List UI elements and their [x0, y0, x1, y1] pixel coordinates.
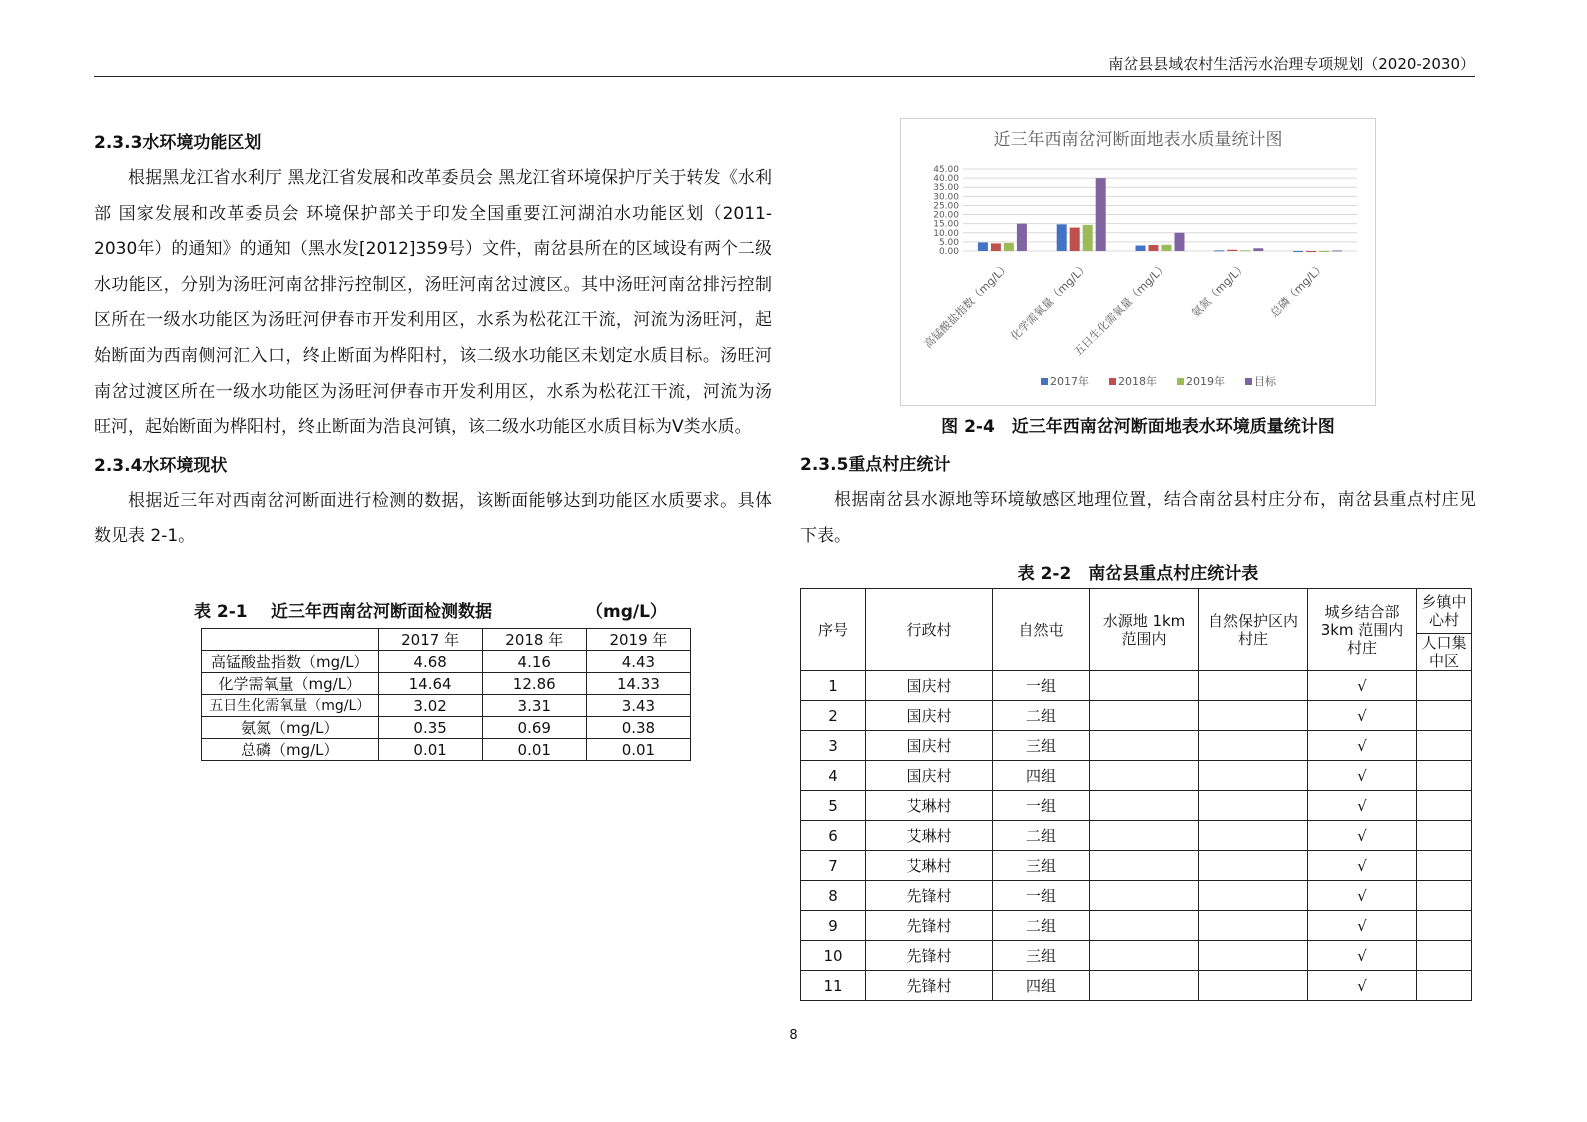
page-header [94, 54, 1475, 77]
header-natural-village: 自然屯 [993, 589, 1090, 671]
year-header: 2019 年 [586, 629, 690, 651]
admin-village: 先锋村 [866, 881, 993, 911]
chart-legend-label: 目标 [1254, 375, 1276, 388]
table-row [801, 881, 1472, 911]
table-row [801, 941, 1472, 971]
table-row [202, 717, 691, 739]
chart-x-tick-label: 总磷（mg/L） [1267, 259, 1328, 320]
chart-bar [1057, 224, 1067, 251]
section-paragraph-2-3-3: 根据黑龙江省水利厅 黑龙江省发展和改革委员会 黑龙江省环境保护厅关于转发《水利部 国家发展和改革委员会 环境保护部关于印发全国重要江河湖泊水功能区划（2011-2030年）的通知》的通知（黑水发[2012]359号）文件，南岔县所在的区域设有两个二级水功能区，分别为汤旺河南岔排污控制区，汤旺河南岔过渡区。其中汤旺河南岔排污控制区所在一级水功能区为汤旺河伊春市开发利用区，水系为松花江干流，河流为汤旺河，起始断面为西南侧河汇入口，终止断面为桦阳村，该二级水功能区未划定水质目标。汤旺河南岔过渡区所在一级水功能区为汤旺河伊春市开发利用区，水系为松花江干流，河流为汤旺河，起始断面为桦阳村，终止断面为浩良河镇，该二级水功能区水质目标为Ⅴ类水质。 [94, 168, 772, 438]
header-population-center: 人口集中区 [1417, 634, 1472, 671]
empty-cell [1417, 881, 1472, 911]
table-row [801, 761, 1472, 791]
chart-bar [1253, 248, 1263, 251]
empty-cell [1090, 791, 1199, 821]
chart-y-tick-label: 40.00 [933, 174, 959, 185]
check-mark: √ [1308, 701, 1417, 731]
chart-bar [1227, 250, 1237, 251]
empty-cell [1090, 911, 1199, 941]
chart-y-tick-label: 5.00 [938, 237, 959, 248]
empty-cell [1417, 851, 1472, 881]
value-cell: 3.02 [378, 695, 482, 717]
value-cell: 0.01 [482, 739, 586, 761]
table-row [801, 791, 1472, 821]
empty-cell [1417, 971, 1472, 1001]
empty-cell [1199, 701, 1308, 731]
table-row [801, 671, 1472, 701]
chart-legend-swatch [1177, 378, 1184, 385]
table-row [202, 695, 691, 717]
row-no: 6 [801, 821, 866, 851]
chart-legend [1041, 374, 1277, 388]
header-title: 南岔县县域农村生活污水治理专项规划（2020-2030） [1108, 55, 1475, 73]
admin-village: 艾琳村 [866, 791, 993, 821]
chart-bar [1175, 233, 1185, 251]
chart-y-tick-label: 45.00 [933, 165, 959, 175]
check-mark: √ [1308, 821, 1417, 851]
table-2-2-caption: 表 2-2 南岔县重点村庄统计表 [1017, 564, 1259, 585]
chart-bar [1083, 225, 1093, 251]
chart-y-tick-label: 25.00 [933, 201, 959, 212]
natural-village: 一组 [993, 791, 1090, 821]
chart-legend-label: 2019年 [1186, 375, 1225, 388]
empty-cell [1090, 881, 1199, 911]
row-no: 8 [801, 881, 866, 911]
check-mark: √ [1308, 971, 1417, 1001]
table-header-row [801, 589, 1472, 634]
empty-cell [1417, 731, 1472, 761]
key-villages-table [800, 588, 1472, 1001]
check-mark: √ [1308, 671, 1417, 701]
chart-y-tick-label: 15.00 [933, 219, 959, 230]
admin-village: 国庆村 [866, 701, 993, 731]
table-2-1-caption [94, 600, 772, 626]
chart-y-axis [933, 165, 959, 257]
admin-village: 艾琳村 [866, 821, 993, 851]
header-urban-fringe: 城乡结合部 3km 范围内村庄 [1308, 589, 1417, 671]
table-row [801, 971, 1472, 1001]
chart-y-tick-label: 30.00 [933, 192, 959, 203]
value-cell: 3.31 [482, 695, 586, 717]
section-heading-2-3-3: 2.3.3水环境功能区划 [94, 133, 262, 153]
section-paragraph-2-3-5: 根据南岔县水源地等环境敏感区地理位置，结合南岔县村庄分布，南岔县重点村庄见下表。 [800, 490, 1476, 546]
empty-cell [1090, 671, 1199, 701]
row-no: 7 [801, 851, 866, 881]
table-2-1-unit: （mg/L） [586, 602, 667, 622]
value-cell: 0.01 [586, 739, 690, 761]
natural-village: 三组 [993, 731, 1090, 761]
admin-village: 国庆村 [866, 671, 993, 701]
chart-y-tick-label: 0.00 [938, 247, 959, 257]
admin-village: 国庆村 [866, 731, 993, 761]
chart-legend-label: 2017年 [1050, 375, 1089, 388]
empty-cell [1199, 911, 1308, 941]
check-mark: √ [1308, 941, 1417, 971]
empty-cell [1090, 941, 1199, 971]
empty-cell [1417, 701, 1472, 731]
indicator-name: 高锰酸盐指数（mg/L） [202, 651, 379, 673]
natural-village: 一组 [993, 881, 1090, 911]
chart-legend-swatch [1109, 378, 1116, 385]
table-2-1-title: 近三年西南岔河断面检测数据 [271, 602, 492, 622]
admin-village: 先锋村 [866, 911, 993, 941]
chart-bar [1070, 228, 1080, 251]
row-no: 1 [801, 671, 866, 701]
chart-bar [1293, 251, 1303, 252]
empty-cell [1090, 821, 1199, 851]
admin-village: 先锋村 [866, 941, 993, 971]
empty-cell [1417, 791, 1472, 821]
chart-bar [1319, 251, 1329, 252]
section-2-3-5 [800, 450, 1476, 586]
row-no: 9 [801, 911, 866, 941]
empty-cell [1090, 761, 1199, 791]
empty-cell [1417, 671, 1472, 701]
value-cell: 3.43 [586, 695, 690, 717]
chart-bar [1149, 245, 1159, 251]
check-mark: √ [1308, 791, 1417, 821]
table-corner-cell [202, 629, 379, 651]
section-paragraph-2-3-4: 根据近三年对西南岔河断面进行检测的数据，该断面能够达到功能区水质要求。具体数见表 2-1。 [94, 490, 772, 547]
natural-village: 一组 [993, 671, 1090, 701]
check-mark: √ [1308, 911, 1417, 941]
value-cell: 4.16 [482, 651, 586, 673]
table-row [801, 731, 1472, 761]
empty-cell [1090, 851, 1199, 881]
natural-village: 二组 [993, 911, 1090, 941]
header-reserve: 自然保护区内村庄 [1199, 589, 1308, 671]
value-cell: 0.01 [378, 739, 482, 761]
row-no: 2 [801, 701, 866, 731]
value-cell: 4.68 [378, 651, 482, 673]
chart-x-axis [921, 259, 1328, 358]
value-cell: 14.33 [586, 673, 690, 695]
indicator-name: 化学需氧量（mg/L） [202, 673, 379, 695]
chart-bar [1096, 178, 1106, 251]
empty-cell [1417, 761, 1472, 791]
empty-cell [1090, 971, 1199, 1001]
water-quality-table [201, 628, 691, 761]
chart-x-tick-label: 氨氮（mg/L） [1189, 259, 1249, 320]
admin-village: 先锋村 [866, 971, 993, 1001]
left-column [94, 128, 772, 759]
row-no: 5 [801, 791, 866, 821]
chart-bar [1004, 243, 1014, 251]
chart-y-tick-label: 10.00 [933, 228, 959, 239]
chart-legend-swatch [1245, 378, 1252, 385]
chart-bar [1240, 250, 1250, 251]
check-mark: √ [1308, 881, 1417, 911]
chart-x-tick-label: 五日生化需氧量（mg/L） [1071, 259, 1171, 359]
natural-village: 四组 [993, 761, 1090, 791]
header-water-source: 水源地 1km 范围内 [1090, 589, 1199, 671]
empty-cell [1199, 671, 1308, 701]
table-row [202, 673, 691, 695]
water-quality-chart [900, 118, 1376, 406]
check-mark: √ [1308, 851, 1417, 881]
year-header: 2018 年 [482, 629, 586, 651]
empty-cell [1199, 821, 1308, 851]
row-no: 11 [801, 971, 866, 1001]
empty-cell [1090, 701, 1199, 731]
chart-x-tick-label: 化学需氧量（mg/L） [1008, 259, 1092, 344]
empty-cell [1090, 731, 1199, 761]
empty-cell [1199, 971, 1308, 1001]
value-cell: 0.35 [378, 717, 482, 739]
value-cell: 0.69 [482, 717, 586, 739]
empty-cell [1199, 851, 1308, 881]
row-no: 10 [801, 941, 866, 971]
chart-legend-swatch [1041, 378, 1048, 385]
section-heading-2-3-4: 2.3.4水环境现状 [94, 455, 228, 476]
natural-village: 二组 [993, 701, 1090, 731]
check-mark: √ [1308, 761, 1417, 791]
chart-bar [991, 243, 1001, 251]
empty-cell [1199, 731, 1308, 761]
empty-cell [1417, 911, 1472, 941]
natural-village: 三组 [993, 851, 1090, 881]
chart-x-tick-label: 高锰酸盐指数（mg/L） [921, 259, 1013, 351]
table-row [801, 821, 1472, 851]
chart-bar [1306, 251, 1316, 252]
table-row [801, 701, 1472, 731]
value-cell: 0.38 [586, 717, 690, 739]
empty-cell [1199, 761, 1308, 791]
chart-y-tick-label: 20.00 [933, 210, 959, 221]
check-mark: √ [1308, 731, 1417, 761]
table-row [801, 851, 1472, 881]
header-town-center: 乡镇中心村 [1417, 589, 1472, 634]
chart-bar [1162, 245, 1172, 251]
chart-bar [978, 242, 988, 251]
year-header: 2017 年 [378, 629, 482, 651]
section-heading-2-3-5: 2.3.5重点村庄统计 [800, 455, 951, 475]
header-admin-village: 行政村 [866, 589, 993, 671]
table-row [801, 911, 1472, 941]
chart-title: 近三年西南岔河断面地表水质量统计图 [993, 130, 1283, 150]
chart-bar [1332, 250, 1342, 251]
table-row [202, 739, 691, 761]
empty-cell [1199, 881, 1308, 911]
empty-cell [1199, 941, 1308, 971]
empty-cell [1417, 821, 1472, 851]
indicator-name: 五日生化需氧量（mg/L） [202, 695, 379, 717]
header-no: 序号 [801, 589, 866, 671]
chart-bar [1136, 245, 1146, 251]
chart-legend-label: 2018年 [1118, 375, 1157, 388]
chart-canvas [901, 119, 1375, 405]
table-row [202, 651, 691, 673]
value-cell: 14.64 [378, 673, 482, 695]
row-no: 4 [801, 761, 866, 791]
natural-village: 三组 [993, 941, 1090, 971]
value-cell: 4.43 [586, 651, 690, 673]
empty-cell [1417, 941, 1472, 971]
natural-village: 四组 [993, 971, 1090, 1001]
page-number: 8 [789, 1028, 798, 1043]
admin-village: 艾琳村 [866, 851, 993, 881]
row-no: 3 [801, 731, 866, 761]
chart-bar [1017, 224, 1027, 251]
indicator-name: 总磷（mg/L） [202, 739, 379, 761]
chart-y-tick-label: 35.00 [933, 183, 959, 194]
table-2-1-number: 表 2-1 [194, 602, 248, 622]
value-cell: 12.86 [482, 673, 586, 695]
figure-2-4-caption: 图 2-4 近三年西南岔河断面地表水环境质量统计图 [941, 417, 1335, 437]
table-header-row [202, 629, 691, 651]
natural-village: 二组 [993, 821, 1090, 851]
empty-cell [1199, 791, 1308, 821]
indicator-name: 氨氮（mg/L） [202, 717, 379, 739]
admin-village: 国庆村 [866, 761, 993, 791]
chart-bar [1214, 250, 1224, 251]
